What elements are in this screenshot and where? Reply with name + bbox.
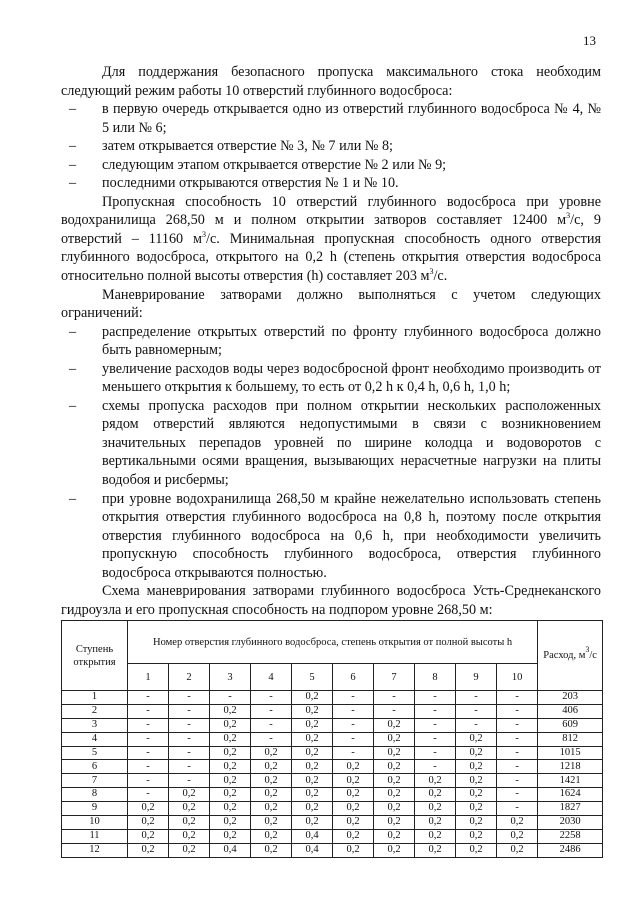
column-header: 8 xyxy=(415,664,456,691)
opening-cell: - xyxy=(415,718,456,732)
opening-cell: 0,2 xyxy=(415,788,456,802)
opening-cell: 0,2 xyxy=(169,802,210,816)
opening-cell: 0,2 xyxy=(292,788,333,802)
stage-cell: 11 xyxy=(62,829,128,843)
stage-cell: 9 xyxy=(62,802,128,816)
list-item-text: следующим этапом открывается отверстие № 2 или № 9; xyxy=(102,156,447,173)
capacity-text-b: /с, 9 отверстий – 11160 м xyxy=(61,212,601,247)
opening-cell: - xyxy=(333,691,374,705)
list-dash: – xyxy=(69,397,77,414)
opening-cell: - xyxy=(497,774,538,788)
stage-cell: 2 xyxy=(62,704,128,718)
opening-cell: - xyxy=(333,718,374,732)
gate-scheme-table xyxy=(61,620,603,858)
list-item xyxy=(61,397,601,490)
opening-cell: 0,2 xyxy=(251,816,292,830)
list-dash: – xyxy=(69,490,77,507)
opening-cell: - xyxy=(128,704,169,718)
opening-cell: 0,2 xyxy=(456,746,497,760)
opening-cell: - xyxy=(251,732,292,746)
opening-cell: 0,2 xyxy=(374,718,415,732)
stage-cell: 6 xyxy=(62,760,128,774)
opening-cell: - xyxy=(251,704,292,718)
opening-cell: 0,2 xyxy=(415,843,456,857)
header-flow-unit: /с xyxy=(589,650,597,661)
table-row xyxy=(62,732,603,746)
opening-cell: 0,2 xyxy=(251,802,292,816)
opening-cell: 0,2 xyxy=(374,816,415,830)
opening-cell: 0,2 xyxy=(292,760,333,774)
table-row xyxy=(62,816,603,830)
opening-cell: - xyxy=(169,704,210,718)
opening-cell: 0,2 xyxy=(415,774,456,788)
opening-cell: 0,2 xyxy=(333,816,374,830)
opening-cell: 0,2 xyxy=(456,774,497,788)
flow-cell: 609 xyxy=(538,718,603,732)
flow-cell: 1015 xyxy=(538,746,603,760)
superscript: 3 xyxy=(566,211,571,221)
opening-cell: 0,2 xyxy=(210,816,251,830)
table-row xyxy=(62,746,603,760)
list-item xyxy=(61,490,601,583)
opening-cell: 0,2 xyxy=(374,843,415,857)
opening-cell: - xyxy=(251,691,292,705)
opening-cell: 0,2 xyxy=(415,816,456,830)
table-row xyxy=(62,760,603,774)
opening-cell: - xyxy=(374,704,415,718)
paragraph-capacity xyxy=(61,193,601,286)
opening-cell: - xyxy=(497,718,538,732)
opening-cell: 0,2 xyxy=(497,829,538,843)
list-item xyxy=(61,156,601,175)
list-item-text: затем открывается отверстие № 3, № 7 или № 8; xyxy=(102,138,394,155)
opening-cell: - xyxy=(169,746,210,760)
opening-cell: 0,2 xyxy=(128,829,169,843)
column-header: 4 xyxy=(251,664,292,691)
opening-cell: - xyxy=(415,760,456,774)
opening-cell: - xyxy=(169,774,210,788)
table-row xyxy=(62,843,603,857)
list-item xyxy=(61,137,601,156)
opening-cell: - xyxy=(497,788,538,802)
document-body xyxy=(61,63,601,619)
opening-cell: 0,2 xyxy=(169,816,210,830)
opening-cell: 0,2 xyxy=(210,718,251,732)
opening-cell: - xyxy=(128,788,169,802)
opening-cell: 0,4 xyxy=(292,829,333,843)
stage-cell: 4 xyxy=(62,732,128,746)
paragraph-scheme: Схема маневрирования затворами глубинного водосброса Усть-Среднеканского гидроузла и его пропускная способность на подпором уровне 268,50 м: xyxy=(61,583,601,618)
opening-cell: - xyxy=(128,760,169,774)
column-header: 9 xyxy=(456,664,497,691)
opening-cell: - xyxy=(456,718,497,732)
opening-cell: - xyxy=(169,691,210,705)
flow-cell: 203 xyxy=(538,691,603,705)
opening-cell: - xyxy=(415,704,456,718)
opening-cell: 0,2 xyxy=(292,816,333,830)
opening-cell: 0,2 xyxy=(456,829,497,843)
superscript: 3 xyxy=(202,229,207,239)
stage-cell: 3 xyxy=(62,718,128,732)
opening-cell: 0,2 xyxy=(292,718,333,732)
table-row xyxy=(62,718,603,732)
list-item-text: в первую очередь открывается одно из отверстий глубинного водосброса № 4, № 5 или № 6; xyxy=(102,101,601,136)
opening-cell: 0,2 xyxy=(292,704,333,718)
opening-cell: - xyxy=(169,718,210,732)
column-header: 5 xyxy=(292,664,333,691)
capacity-text-c: /с. Минимальная пропускная способность одного отверстия глубинного водосброса, открытого на 0,2 h (степень открытия отверстия водосброса относительно полной высоты отверстия (h) составляет 203 м xyxy=(61,230,601,285)
opening-cell: - xyxy=(128,691,169,705)
list-item xyxy=(61,360,601,397)
opening-cell: 0,2 xyxy=(374,746,415,760)
opening-cell: - xyxy=(128,774,169,788)
opening-cell: - xyxy=(128,732,169,746)
opening-cell: 0,2 xyxy=(128,843,169,857)
opening-cell: 0,2 xyxy=(292,732,333,746)
opening-cell: 0,2 xyxy=(169,788,210,802)
stage-cell: 10 xyxy=(62,816,128,830)
opening-cell: 0,4 xyxy=(210,843,251,857)
paragraph-restrictions: Маневрирование затворами должно выполняться с учетом следующих ограничений: xyxy=(61,286,601,322)
list-dash: – xyxy=(69,360,77,377)
list-item-text: распределение открытых отверстий по фронту глубинного водосброса должно быть равномерным; xyxy=(102,323,601,359)
flow-cell: 2486 xyxy=(538,843,603,857)
opening-cell: 0,2 xyxy=(374,760,415,774)
table-row xyxy=(62,802,603,816)
opening-cell: - xyxy=(415,691,456,705)
opening-cell: 0,2 xyxy=(456,802,497,816)
opening-cell: - xyxy=(333,732,374,746)
stage-cell: 5 xyxy=(62,746,128,760)
list-dash: – xyxy=(69,156,77,173)
flow-cell: 2030 xyxy=(538,816,603,830)
opening-cell: 0,2 xyxy=(210,760,251,774)
opening-cell: 0,2 xyxy=(333,760,374,774)
opening-cell: 0,4 xyxy=(292,843,333,857)
opening-cell: 0,2 xyxy=(251,843,292,857)
page-number: 13 xyxy=(583,33,596,48)
opening-cell: - xyxy=(456,691,497,705)
opening-cell: 0,2 xyxy=(415,802,456,816)
flow-cell: 1827 xyxy=(538,802,603,816)
opening-cell: 0,2 xyxy=(456,732,497,746)
capacity-text-d: /с. xyxy=(433,268,448,285)
opening-cell: 0,2 xyxy=(497,843,538,857)
opening-cell: 0,2 xyxy=(333,843,374,857)
opening-cell: 0,2 xyxy=(169,843,210,857)
opening-cell: - xyxy=(415,732,456,746)
opening-cell: 0,2 xyxy=(292,746,333,760)
opening-cell: 0,2 xyxy=(128,802,169,816)
opening-cell: 0,2 xyxy=(374,802,415,816)
opening-cell: 0,2 xyxy=(374,829,415,843)
table-row xyxy=(62,691,603,705)
superscript: 3 xyxy=(585,645,590,654)
opening-cell: 0,2 xyxy=(374,732,415,746)
opening-cell: 0,2 xyxy=(210,732,251,746)
opening-cell: - xyxy=(456,704,497,718)
opening-cell: - xyxy=(333,704,374,718)
opening-cell: 0,2 xyxy=(292,802,333,816)
column-header: 7 xyxy=(374,664,415,691)
capacity-text-a: Пропускная способность 10 отверстий глубинного водосброса при уровне водохранилища 268,50 м и полном открытии затворов составляет 12400 м xyxy=(61,193,601,229)
opening-cell: 0,2 xyxy=(251,760,292,774)
opening-cell: 0,2 xyxy=(374,774,415,788)
opening-cell: 0,2 xyxy=(333,829,374,843)
opening-cell: - xyxy=(374,691,415,705)
opening-cell: - xyxy=(497,704,538,718)
opening-cell: - xyxy=(169,760,210,774)
opening-cell: - xyxy=(497,760,538,774)
opening-cell: 0,2 xyxy=(333,802,374,816)
opening-cell: - xyxy=(128,746,169,760)
opening-cell: 0,2 xyxy=(292,774,333,788)
list-dash: – xyxy=(69,101,77,118)
paragraph-intro: Для поддержания безопасного пропуска максимального стока необходим следующий режим работы 10 отверстий глубинного водосброса: xyxy=(61,64,601,99)
opening-cell: - xyxy=(497,732,538,746)
flow-cell: 1218 xyxy=(538,760,603,774)
column-header-row xyxy=(62,664,603,691)
opening-cell: - xyxy=(251,718,292,732)
column-header: 10 xyxy=(497,664,538,691)
superscript: 3 xyxy=(429,267,434,277)
opening-cell: 0,2 xyxy=(456,816,497,830)
opening-cell: - xyxy=(415,746,456,760)
opening-cell: 0,2 xyxy=(374,788,415,802)
table-row xyxy=(62,829,603,843)
stage-cell: 12 xyxy=(62,843,128,857)
opening-cell: 0,2 xyxy=(333,788,374,802)
flow-cell: 1624 xyxy=(538,788,603,802)
header-group: Номер отверстия глубинного водосброса, степень открытия от полной высоты h xyxy=(128,621,538,664)
opening-cell: 0,2 xyxy=(210,774,251,788)
column-header: 6 xyxy=(333,664,374,691)
opening-cell: 0,2 xyxy=(415,829,456,843)
opening-cell: 0,2 xyxy=(210,802,251,816)
opening-cell: - xyxy=(169,732,210,746)
opening-cell: - xyxy=(497,746,538,760)
list-item-text: последними открываются отверстия № 1 и № 10. xyxy=(102,175,399,192)
list-item-text: при уровне водохранилища 268,50 м крайне нежелательно использовать степень открытия отверстия глубинного водосброса на 0,8 h, поэтому после открытия отверстия глубинного водосброса на 0,6 h, при необходимости увеличить пропускную способность глубинного водосброса, отверстия глубинного водосброса открываются полностью. xyxy=(102,490,601,581)
flow-cell: 2258 xyxy=(538,829,603,843)
table-row xyxy=(62,774,603,788)
header-stage: Ступень открытия xyxy=(62,621,128,691)
opening-cell: - xyxy=(333,746,374,760)
opening-cell: 0,2 xyxy=(456,760,497,774)
flow-cell: 812 xyxy=(538,732,603,746)
stage-cell: 8 xyxy=(62,788,128,802)
stage-cell: 1 xyxy=(62,691,128,705)
column-header: 3 xyxy=(210,664,251,691)
opening-cell: 0,2 xyxy=(210,746,251,760)
column-header: 2 xyxy=(169,664,210,691)
list-dash: – xyxy=(69,323,77,340)
opening-cell: - xyxy=(210,691,251,705)
opening-cell: 0,2 xyxy=(292,691,333,705)
stage-cell: 7 xyxy=(62,774,128,788)
opening-cell: - xyxy=(497,691,538,705)
opening-cell: 0,2 xyxy=(128,816,169,830)
opening-cell: 0,2 xyxy=(251,829,292,843)
header-flow xyxy=(538,621,603,691)
opening-cell: - xyxy=(128,718,169,732)
list-item xyxy=(61,323,601,360)
opening-cell: 0,2 xyxy=(210,788,251,802)
table-row xyxy=(62,704,603,718)
opening-cell: - xyxy=(497,802,538,816)
opening-cell: 0,2 xyxy=(251,774,292,788)
list-item xyxy=(61,174,601,193)
list-dash: – xyxy=(69,175,77,192)
column-header: 1 xyxy=(128,664,169,691)
table-body xyxy=(62,691,603,858)
opening-cell: 0,2 xyxy=(169,829,210,843)
opening-cell: 0,2 xyxy=(210,829,251,843)
list-item-text: схемы пропуска расходов при полном открытии нескольких расположенных рядом отверстий являются недопустимыми в связи с возникновением значительных перепадов уровней по ширине колодца и водоворотов с вертикальными осями вращения, вызывающих нерасчетные нагрузки на плиты водобоя и рисбермы; xyxy=(102,397,601,489)
opening-cell: 0,2 xyxy=(497,816,538,830)
opening-cell: 0,2 xyxy=(210,704,251,718)
opening-cell: 0,2 xyxy=(456,843,497,857)
list-dash: – xyxy=(69,138,77,155)
table-row xyxy=(62,788,603,802)
list-item xyxy=(61,100,601,137)
list-item-text: увеличение расходов воды через водосбросной фронт необходимо производить от меньшего открытия к большему, то есть от 0,2 h к 0,4 h, 0,6 h, 1,0 h; xyxy=(102,360,601,396)
opening-cell: 0,2 xyxy=(333,774,374,788)
flow-cell: 406 xyxy=(538,704,603,718)
opening-cell: 0,2 xyxy=(251,788,292,802)
flow-cell: 1421 xyxy=(538,774,603,788)
opening-cell: 0,2 xyxy=(251,746,292,760)
header-flow-label: Расход, м xyxy=(543,650,586,661)
opening-cell: 0,2 xyxy=(456,788,497,802)
